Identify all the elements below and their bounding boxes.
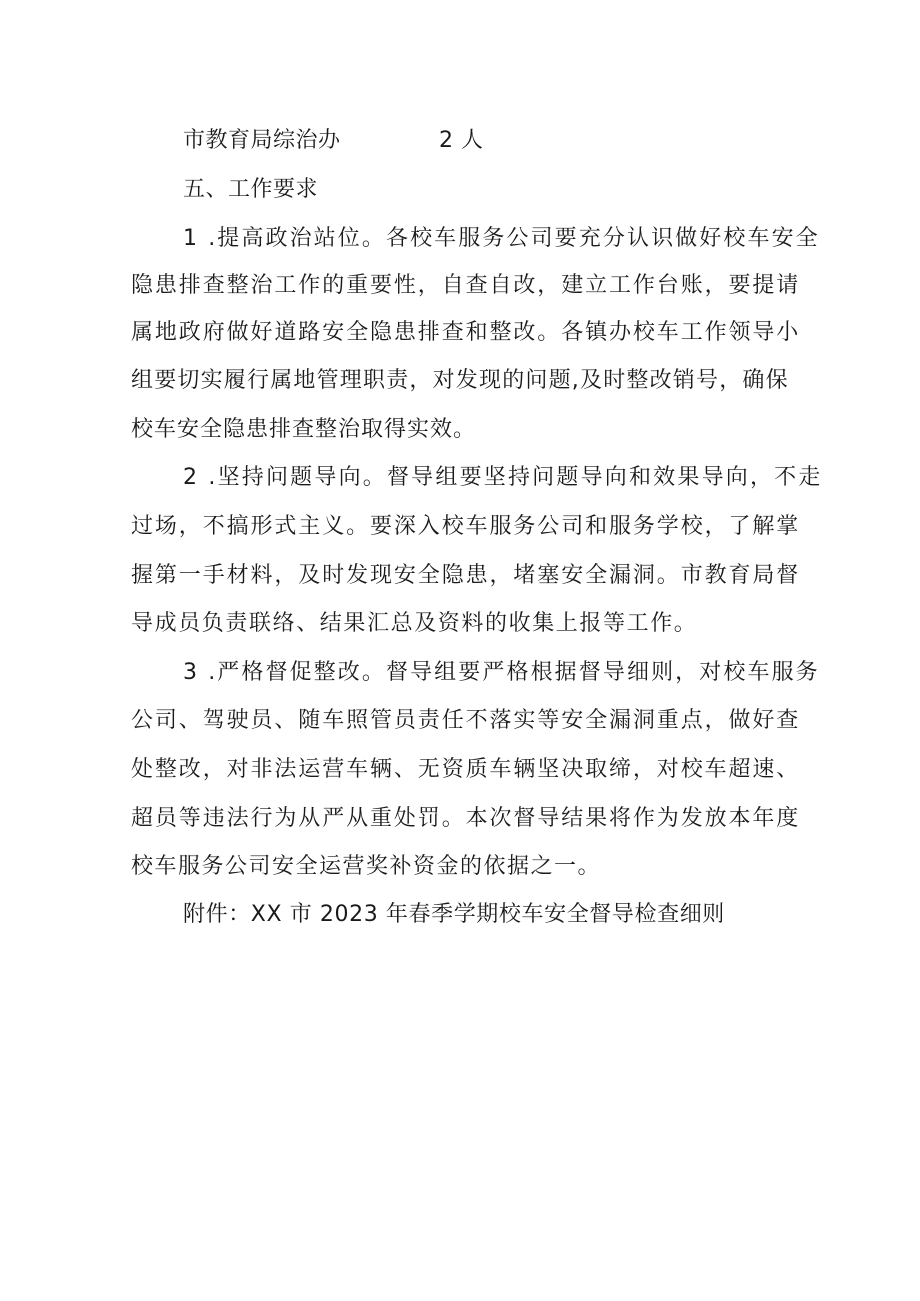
team-member-count: 2 人 <box>439 128 484 153</box>
requirement-1-line-1: 1 .提高政治站位。各校车服务公司要充分认识做好校车安全 <box>183 226 820 251</box>
requirement-3-line-4: 超员等违法行为从严从重处罚。本次督导结果将作为发放本年度 <box>131 806 801 831</box>
team-member-unit: 市教育局综治办 <box>183 128 341 153</box>
team-member-row <box>183 126 920 156</box>
requirement-1-line-2: 隐患排查整治工作的重要性，自查自改，建立工作台账，要提请 <box>131 273 801 298</box>
section-heading: 五、工作要求 <box>183 177 319 202</box>
requirement-2-line-4: 导成员负责联络、结果汇总及资料的收集上报等工作。 <box>131 611 698 636</box>
requirement-2-line-2: 过场，不搞形式主义。要深入校车服务公司和服务学校，了解掌 <box>131 514 801 539</box>
requirement-1-line-5: 校车安全隐患排查整治取得实效。 <box>131 417 477 442</box>
attachment-note: 附件：XX 市 2023 年春季学期校车安全督导检查细则 <box>183 902 725 927</box>
requirement-2-line-3: 握第一手材料，及时发现安全隐患，堵塞安全漏洞。市教育局督 <box>131 563 801 588</box>
requirement-3-line-3: 处整改，对非法运营车辆、无资质车辆坚决取缔，对校车超速、 <box>131 757 801 782</box>
requirement-2-line-1: 2 .坚持问题导向。督导组要坚持问题导向和效果导向，不走 <box>183 465 823 490</box>
requirement-3-line-2: 公司、驾驶员、随车照管员责任不落实等安全漏洞重点，做好查 <box>131 708 801 733</box>
requirement-1-line-4: 组要切实履行属地管理职责，对发现的问题,及时整改销号，确保 <box>131 368 789 393</box>
requirement-3-line-5: 校车服务公司安全运营奖补资金的依据之一。 <box>131 854 602 879</box>
requirement-3-line-1: 3 .严格督促整改。督导组要严格根据督导细则，对校车服务 <box>183 660 820 685</box>
requirement-1-line-3: 属地政府做好道路安全隐患排查和整改。各镇办校车工作领导小 <box>131 320 801 345</box>
